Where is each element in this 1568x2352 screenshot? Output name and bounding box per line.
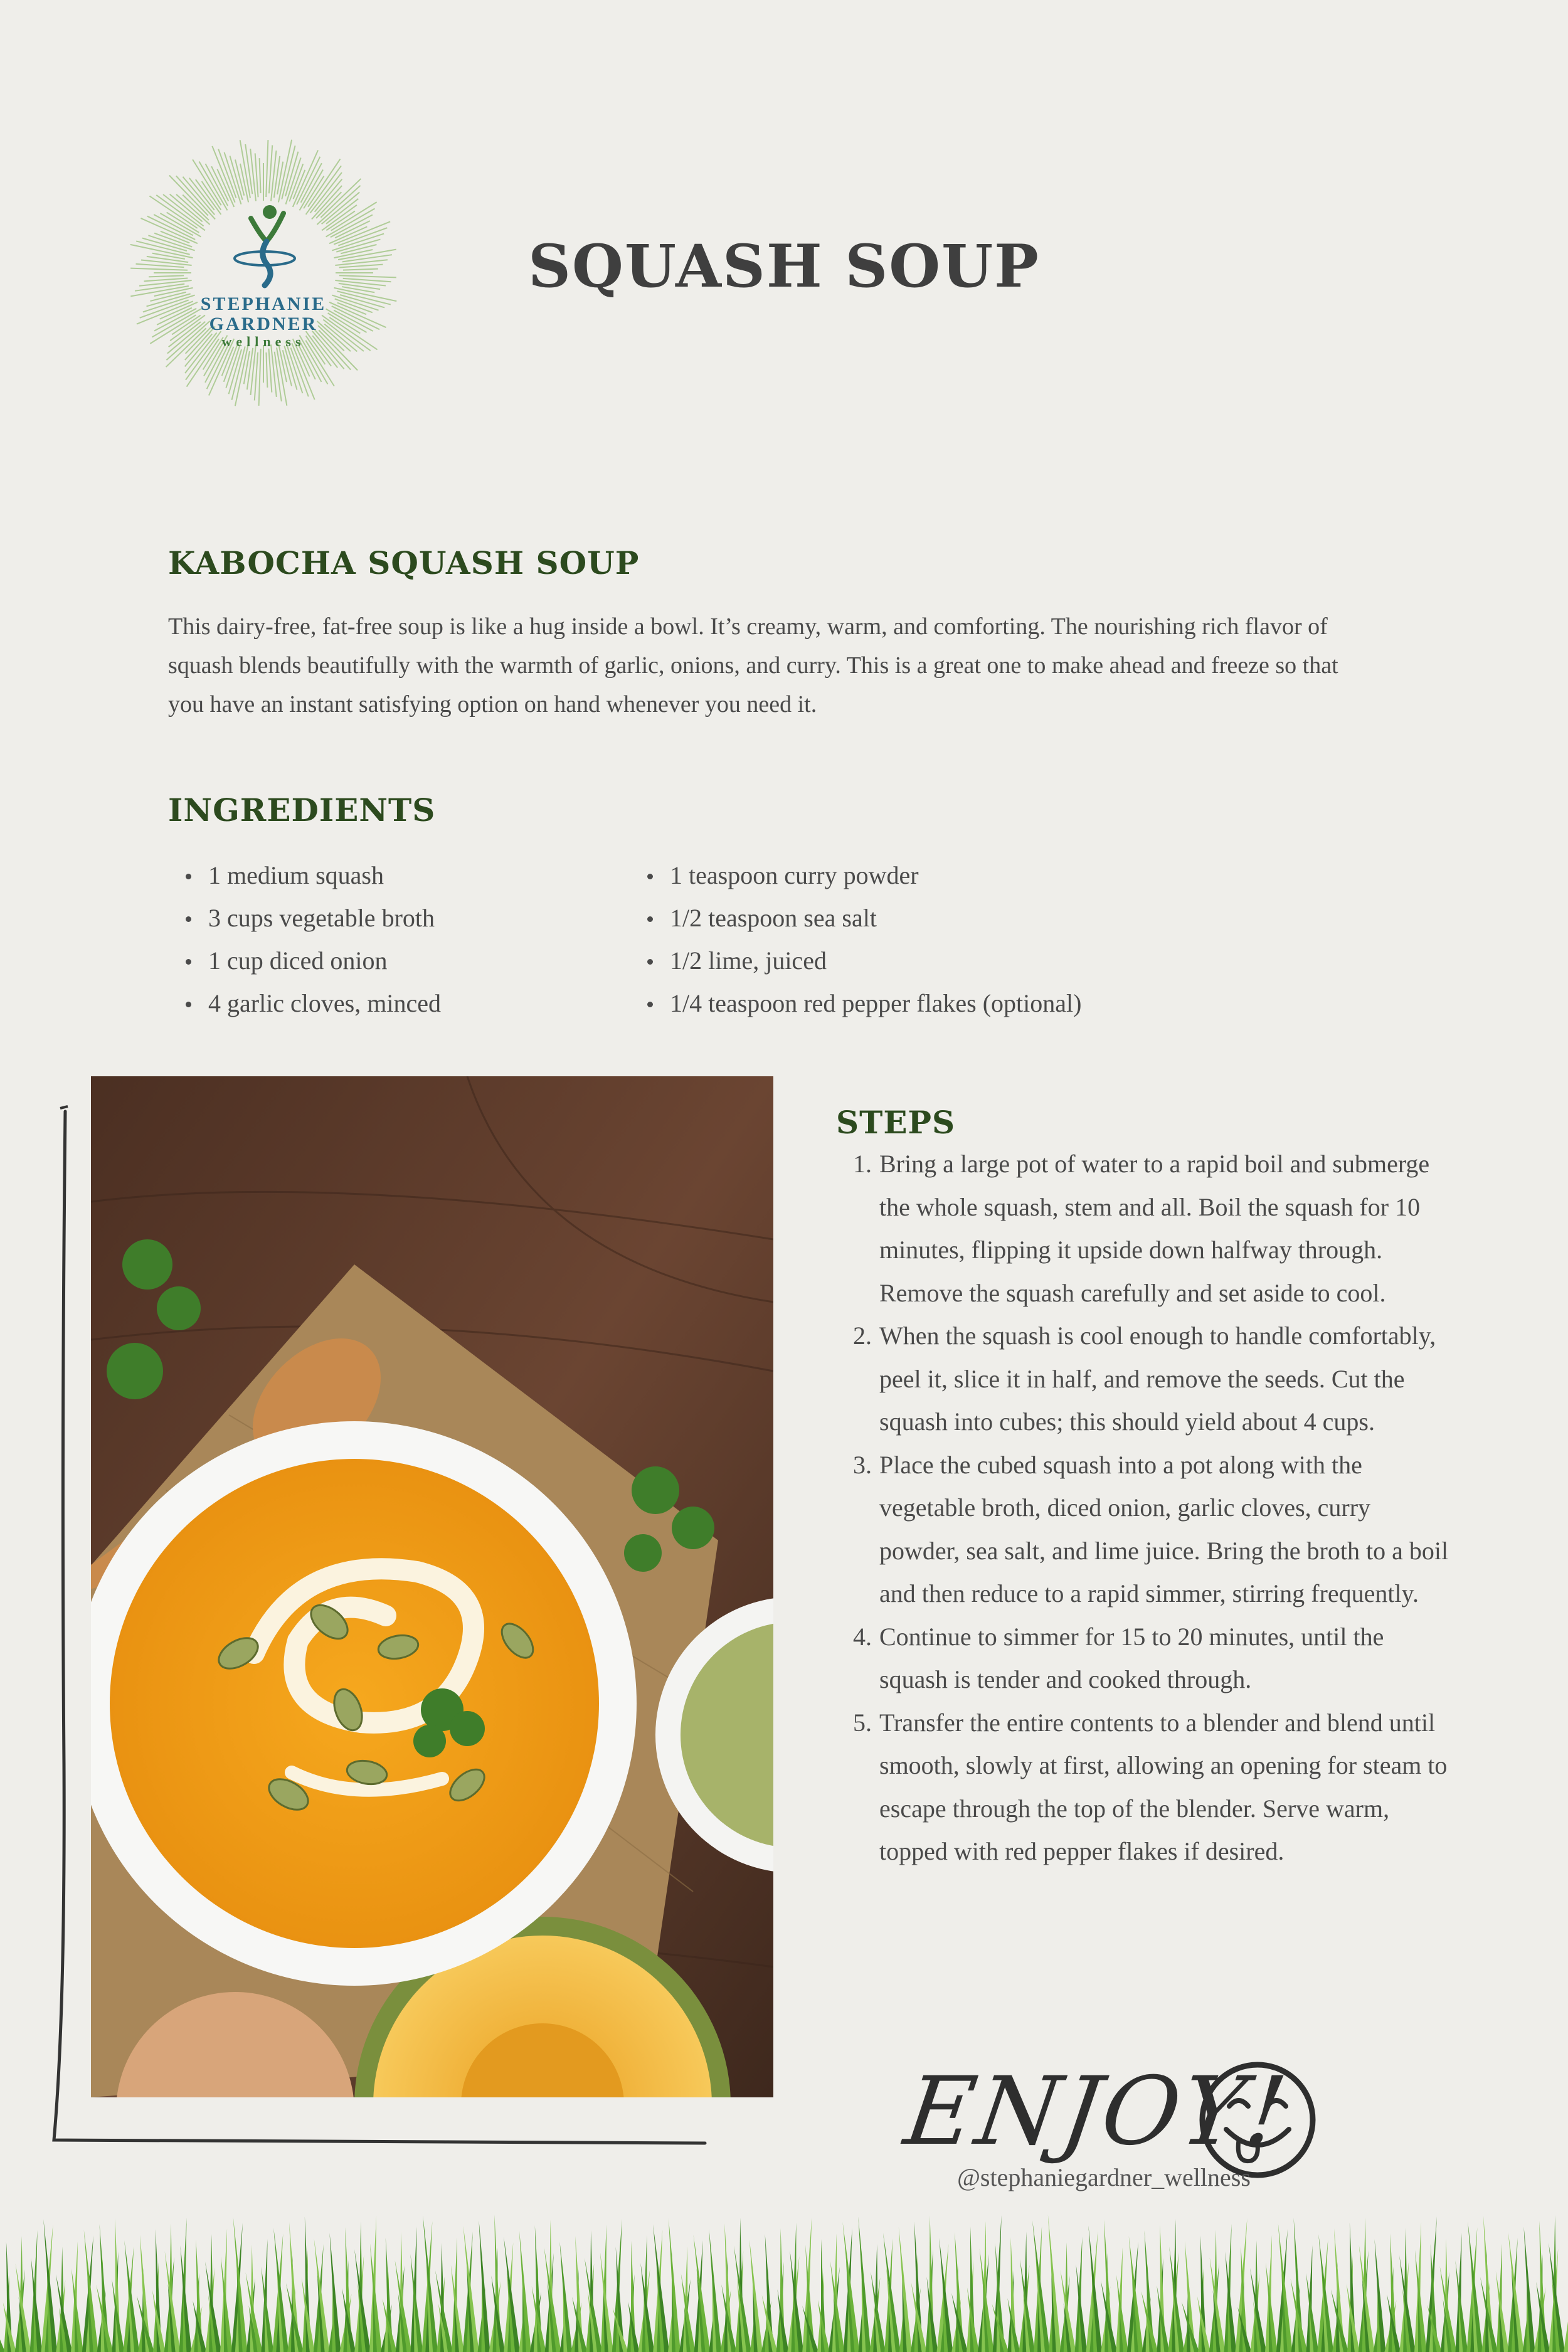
enjoy-text: ENJOY! (898, 2057, 1295, 2166)
ingredients-list-left (168, 854, 607, 1025)
ingredient-item: 1 teaspoon curry powder (630, 854, 1320, 897)
step-item (853, 1444, 1455, 1616)
logo-line-2: GARDNER (209, 314, 318, 334)
step-number: 1. (853, 1150, 872, 1178)
step-text: Place the cubed squash into a pot along with the vegetable broth, diced onion, garlic cloves, curry powder, sea salt, and lime juice. Bring the broth to a boil and then reduce to a rapid simmer, stirring frequently. (879, 1450, 1449, 1608)
logo-line-3: wellness (221, 334, 305, 349)
step-item (853, 1616, 1455, 1702)
step-item (853, 1702, 1455, 1873)
step-number: 5. (853, 1708, 872, 1737)
recipe-heading: KABOCHA SQUASH SOUP (168, 544, 640, 581)
social-handle: @stephaniegardner_wellness (957, 2163, 1251, 2191)
step-text: Bring a large pot of water to a rapid boil and submerge the whole squash, stem and all. Boil the squash for 10 minutes, flipping it upside down halfway through. Remove the squash carefully and set aside to cool. (879, 1150, 1430, 1307)
ingredient-item: 3 cups vegetable broth (168, 897, 607, 940)
recipe-intro: This dairy-free, fat-free soup is like a hug inside a bowl. It’s creamy, warm, and comforting. The nourishing rich flavor of squash blends beautifully with the warmth of garlic, onions, and curry. This is a great one to make ahead and freeze so that you have an instant satisfying option on hand whenever you need it. (168, 613, 1338, 718)
step-item (853, 1315, 1455, 1444)
ingredient-item: 1/2 lime, juiced (630, 940, 1320, 982)
ingredient-item: 1/4 teaspoon red pepper flakes (optional) (630, 982, 1320, 1025)
brand-logo (125, 132, 401, 420)
ingredients-list-right (630, 854, 1320, 1025)
ingredient-item: 1/2 teaspoon sea salt (630, 897, 1320, 940)
step-text: Transfer the entire contents to a blender and blend until smooth, slowly at first, allowing an opening for steam to escape through the top of the blender. Serve warm, topped with red pepper flakes if desired. (879, 1708, 1448, 1865)
step-item (853, 1143, 1455, 1315)
ingredient-item: 4 garlic cloves, minced (168, 982, 607, 1025)
ingredients-heading: INGREDIENTS (168, 792, 436, 829)
step-number: 2. (853, 1322, 872, 1350)
step-text: Continue to simmer for 15 to 20 minutes, until the squash is tender and cooked through. (879, 1622, 1384, 1693)
logo-line-1: STEPHANIE (200, 294, 327, 314)
step-number: 3. (853, 1450, 872, 1479)
step-text: When the squash is cool enough to handle comfortably, peel it, slice it in half, and remove the seeds. Cut the squash into cubes; this should yield about 4 cups. (879, 1322, 1436, 1436)
grass-border (0, 2195, 1568, 2352)
page-title: SQUASH SOUP (528, 232, 1040, 301)
wellness-logo-icon (125, 132, 401, 420)
step-number: 4. (853, 1622, 872, 1651)
steps-list (853, 1143, 1455, 1873)
ingredient-item: 1 medium squash (168, 854, 607, 897)
ingredient-item: 1 cup diced onion (168, 940, 607, 982)
squash-soup-bowl-photo (91, 1076, 773, 2097)
steps-heading: STEPS (836, 1104, 956, 1141)
